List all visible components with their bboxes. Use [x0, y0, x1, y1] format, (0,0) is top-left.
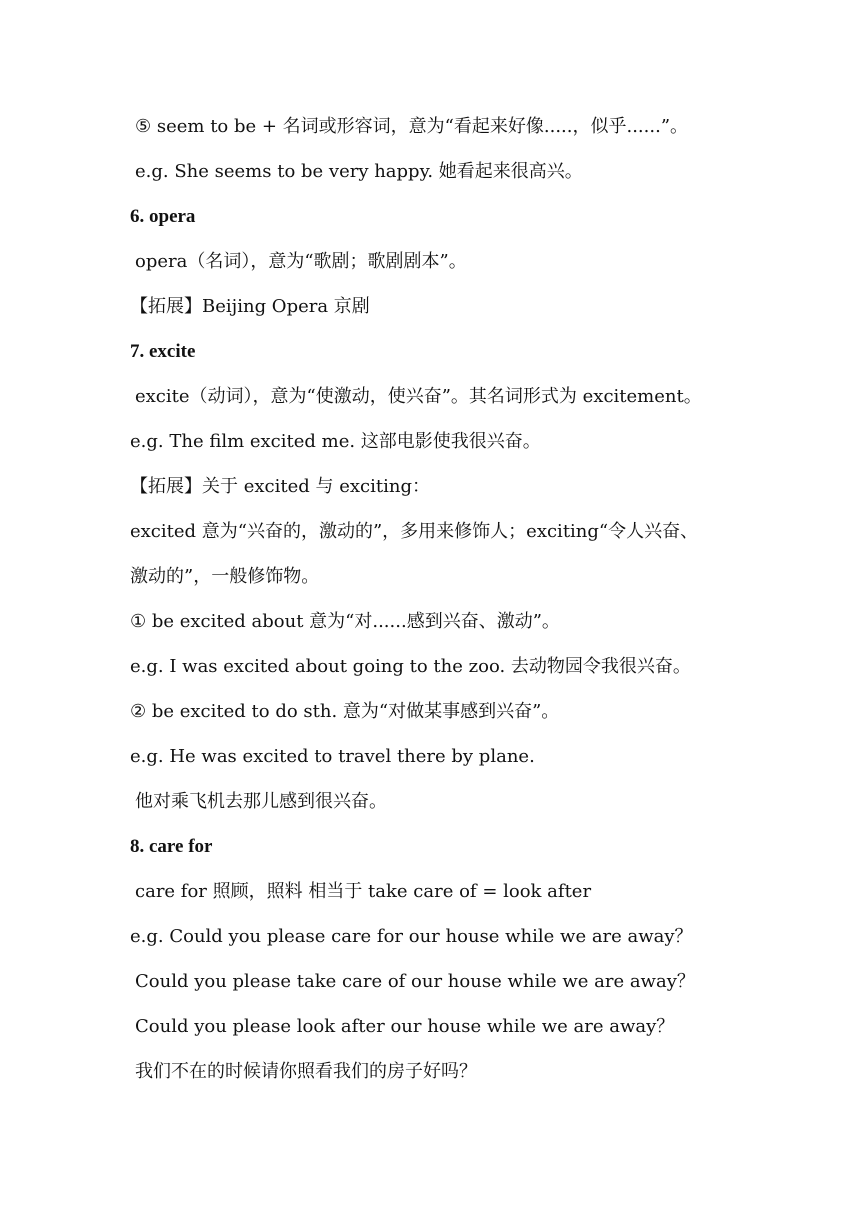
seem-to-be-usage-line: ⑤ seem to be + 名词或形容词，意为“看起来好像.....，似乎......”。 [135, 116, 689, 137]
excite-definition-line: excite（动词），意为“使激动，使兴奋”。其名词形式为 excitement。 [135, 386, 702, 407]
be-excited-about-example-line: e.g. I was excited about going to the zoo. 去动物园令我很兴奋。 [130, 656, 691, 677]
excited-exciting-explanation-line-1: excited 意为“兴奋的，激动的”，多用来修饰人；exciting“令人兴奋、 [130, 521, 699, 542]
be-excited-about-line: ① be excited about 意为“对......感到兴奋、激动”。 [130, 611, 560, 632]
be-excited-to-do-line: ② be excited to do sth. 意为“对做某事感到兴奋”。 [130, 701, 560, 722]
look-after-example-line: Could you please look after our house while we are away？ [135, 1016, 675, 1037]
care-for-example-line: e.g. Could you please care for our house while we are away？ [130, 926, 693, 947]
excite-example-line: e.g. The film excited me. 这部电影使我很兴奋。 [130, 431, 541, 452]
excite-extension-line: 【拓展】关于 excited 与 exciting： [130, 476, 430, 497]
section-heading-opera: 6. opera [130, 206, 196, 227]
excited-exciting-explanation-line-2: 激动的”，一般修饰物。 [130, 566, 320, 587]
section-heading-excite: 7. excite [130, 341, 196, 362]
take-care-of-example-line: Could you please take care of our house while we are away？ [135, 971, 695, 992]
opera-extension-line: 【拓展】Beijing Opera 京剧 [130, 296, 370, 317]
section-heading-care-for: 8. care for [130, 836, 213, 857]
be-excited-to-do-translation-line: 他对乘飞机去那儿感到很兴奋。 [135, 791, 387, 812]
care-for-translation-line: 我们不在的时候请你照看我们的房子好吗？ [135, 1061, 477, 1082]
seem-to-be-example-line: e.g. She seems to be very happy. 她看起来很高兴。 [135, 161, 583, 182]
opera-definition-line: opera（名词），意为“歌剧；歌剧剧本”。 [135, 251, 467, 272]
be-excited-to-do-example-line: e.g. He was excited to travel there by plane. [130, 746, 535, 767]
care-for-definition-line: care for 照顾，照料 相当于 take care of = look after [135, 881, 592, 902]
